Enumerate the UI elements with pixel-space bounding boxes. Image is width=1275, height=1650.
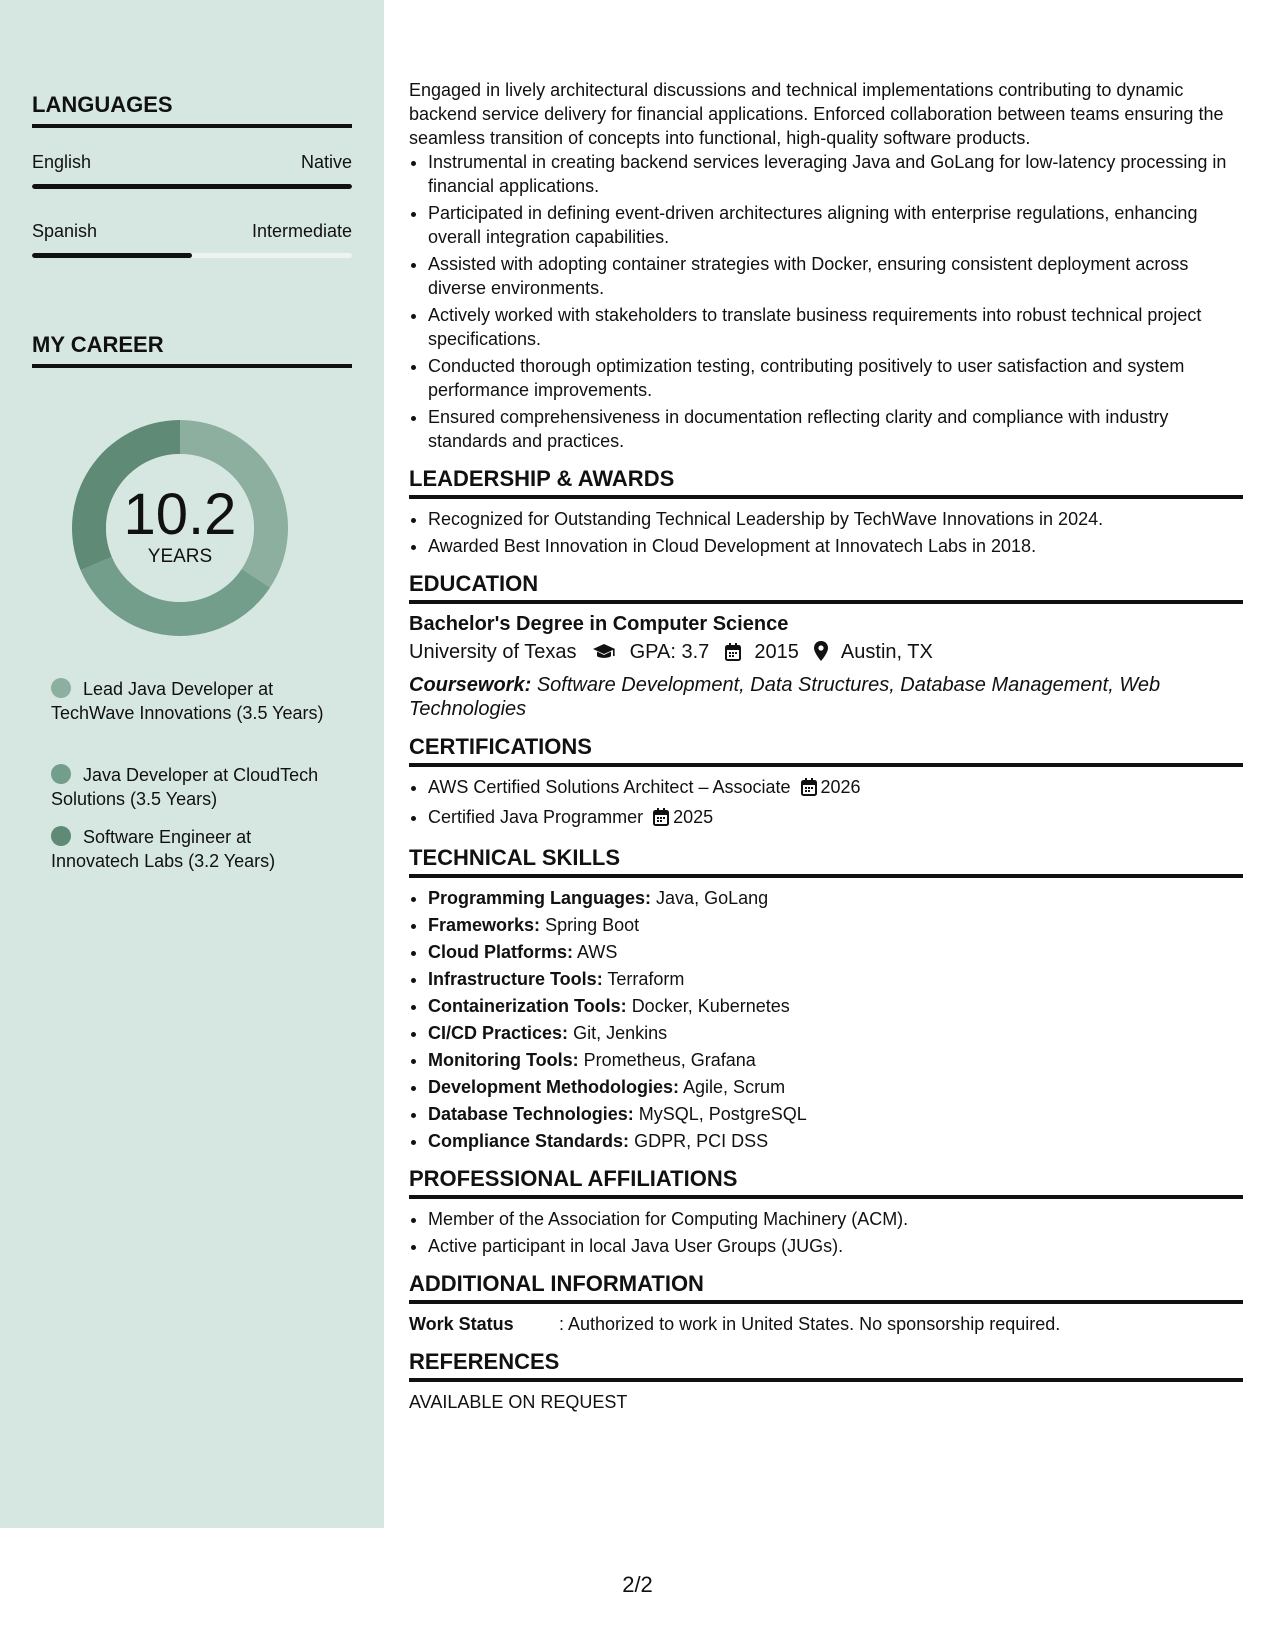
affiliations-list	[409, 1207, 1243, 1258]
references-text: AVAILABLE ON REQUEST	[409, 1392, 628, 1412]
location-pin-icon	[814, 641, 828, 667]
school-name: University of Texas	[409, 641, 577, 663]
list-item	[428, 805, 1243, 832]
skill-label: Monitoring Tools:	[428, 1050, 579, 1070]
section-title-skills: TECHNICAL SKILLS	[409, 846, 1243, 878]
coursework-list: Software Development, Data Structures, Database Management, Web Technologies	[409, 674, 1161, 720]
list-item	[428, 1021, 1243, 1045]
language-name: English	[32, 152, 92, 172]
work-status-row	[409, 1312, 1243, 1336]
career-legend-item	[51, 825, 331, 873]
list-item: • Instrumental in creating backend services leveraging Java and GoLang for low-latency processing in financial applications.	[428, 150, 1243, 198]
skill-label: Database Technologies:	[428, 1104, 634, 1124]
career-legend-label: Java Developer at CloudTech Solutions (3.5 Years)	[51, 765, 319, 809]
graduation-year: 2015	[754, 641, 799, 663]
language-proficiency-bar	[32, 184, 352, 189]
list-item: • Awarded Best Innovation in Cloud Development at Innovatech Labs in 2018.	[428, 534, 1243, 558]
section-title-education: EDUCATION	[409, 572, 1243, 604]
language-proficiency-bar	[32, 253, 352, 258]
career-heading: MY CAREER	[32, 332, 352, 368]
list-item	[428, 967, 1243, 991]
legend-dot-icon	[51, 678, 71, 698]
list-item	[428, 1129, 1243, 1153]
legend-dot-icon	[51, 826, 71, 846]
certifications-list	[409, 775, 1243, 832]
skill-value: Agile, Scrum	[683, 1077, 786, 1097]
skill-label: Cloud Platforms:	[428, 942, 574, 962]
skill-value: Spring Boot	[545, 915, 640, 935]
career-total	[66, 484, 294, 568]
list-item	[428, 913, 1243, 937]
coursework-label: Coursework:	[409, 674, 532, 696]
skill-value: Git, Jenkins	[573, 1023, 668, 1043]
list-item	[428, 886, 1243, 910]
section-title-affiliations: PROFESSIONAL AFFILIATIONS	[409, 1167, 1243, 1199]
career-legend-label: Software Engineer at Innovatech Labs (3.2 Years)	[51, 827, 276, 871]
certification-name: AWS Certified Solutions Architect – Associate	[428, 777, 791, 797]
language-level: Native	[300, 152, 352, 172]
sidebar	[0, 0, 384, 1528]
list-item: • Participated in defining event-driven architectures aligning with enterprise regulations, enhancing overall integration capabilities.	[428, 201, 1243, 249]
skill-value: MySQL, PostgreSQL	[638, 1104, 807, 1124]
career-total-unit: YEARS	[147, 546, 213, 567]
skill-label: Containerization Tools:	[428, 996, 627, 1016]
section-title-additional: ADDITIONAL INFORMATION	[409, 1272, 1243, 1304]
language-name: Spanish	[32, 221, 98, 241]
skill-value: Terraform	[607, 969, 685, 989]
list-item	[428, 994, 1243, 1018]
list-item	[428, 775, 1243, 802]
languages-heading: LANGUAGES	[32, 92, 352, 128]
leadership-list	[409, 507, 1243, 558]
experience-summary: Engaged in lively architectural discussions and technical implementations contributing to dynamic backend service delivery for financial applications. Enforced collaboration between teams ensuring the seamless transition of concepts into functional, high-quality software products.	[409, 80, 1224, 148]
list-item	[428, 1075, 1243, 1099]
work-status-value: : Authorized to work in United States. No sponsorship required.	[559, 1314, 1061, 1334]
experience-bullets	[409, 150, 1243, 453]
calendar-icon	[725, 643, 741, 667]
skill-label: CI/CD Practices:	[428, 1023, 569, 1043]
language-proficiency-fill	[32, 184, 352, 189]
skill-label: Frameworks:	[428, 915, 541, 935]
certification-name: Certified Java Programmer	[428, 807, 644, 827]
list-item: • Conducted thorough optimization testing, contributing positively to user satisfaction and system performance improvements.	[428, 354, 1243, 402]
page-number: 2/2	[622, 1572, 653, 1597]
list-item: • Recognized for Outstanding Technical Leadership by TechWave Innovations in 2024.	[428, 507, 1243, 531]
career-total-value: 10.2	[123, 482, 237, 547]
skills-list	[409, 886, 1243, 1153]
main-content	[409, 78, 1243, 1414]
graduation-cap-icon	[592, 643, 616, 667]
skill-value: Docker, Kubernetes	[631, 996, 790, 1016]
work-status-label: Work Status	[409, 1314, 514, 1334]
list-item: • Member of the Association for Computing Machinery (ACM).	[428, 1207, 1243, 1231]
section-title-certifications: CERTIFICATIONS	[409, 735, 1243, 767]
list-item: • Ensured comprehensiveness in documentation reflecting clarity and compliance with industry standards and practices.	[428, 405, 1243, 453]
school-location: Austin, TX	[840, 641, 933, 663]
coursework	[409, 673, 1243, 721]
education-details	[409, 640, 1243, 667]
section-title-references: REFERENCES	[409, 1350, 1243, 1382]
career-legend-label: Lead Java Developer at TechWave Innovations (3.5 Years)	[51, 679, 324, 723]
list-item	[428, 1102, 1243, 1126]
skill-label: Infrastructure Tools:	[428, 969, 603, 989]
list-item: • Active participant in local Java User Groups (JUGs).	[428, 1234, 1243, 1258]
list-item: • Assisted with adopting container strategies with Docker, ensuring consistent deployment across diverse environments.	[428, 252, 1243, 300]
skill-label: Programming Languages:	[428, 888, 652, 908]
language-proficiency-fill	[32, 253, 192, 258]
skill-label: Development Methodologies:	[428, 1077, 680, 1097]
legend-dot-icon	[51, 764, 71, 784]
calendar-icon	[653, 808, 669, 832]
section-title-leadership: LEADERSHIP & AWARDS	[409, 467, 1243, 499]
skill-value: GDPR, PCI DSS	[634, 1131, 769, 1151]
language-level: Intermediate	[251, 221, 352, 241]
calendar-icon	[801, 778, 817, 802]
list-item	[428, 1048, 1243, 1072]
list-item: • Actively worked with stakeholders to translate business requirements into robust technical project specifications.	[428, 303, 1243, 351]
skill-value: Prometheus, Grafana	[583, 1050, 756, 1070]
gpa: GPA: 3.7	[629, 641, 710, 663]
skill-value: AWS	[577, 942, 618, 962]
certification-year: 2026	[820, 777, 861, 797]
certification-year: 2025	[673, 807, 714, 827]
list-item	[428, 940, 1243, 964]
career-legend-item	[51, 763, 331, 811]
career-legend-item	[51, 677, 331, 725]
skill-value: Java, GoLang	[656, 888, 769, 908]
degree-title: Bachelor's Degree in Computer Science	[409, 613, 789, 635]
skill-label: Compliance Standards:	[428, 1131, 630, 1151]
